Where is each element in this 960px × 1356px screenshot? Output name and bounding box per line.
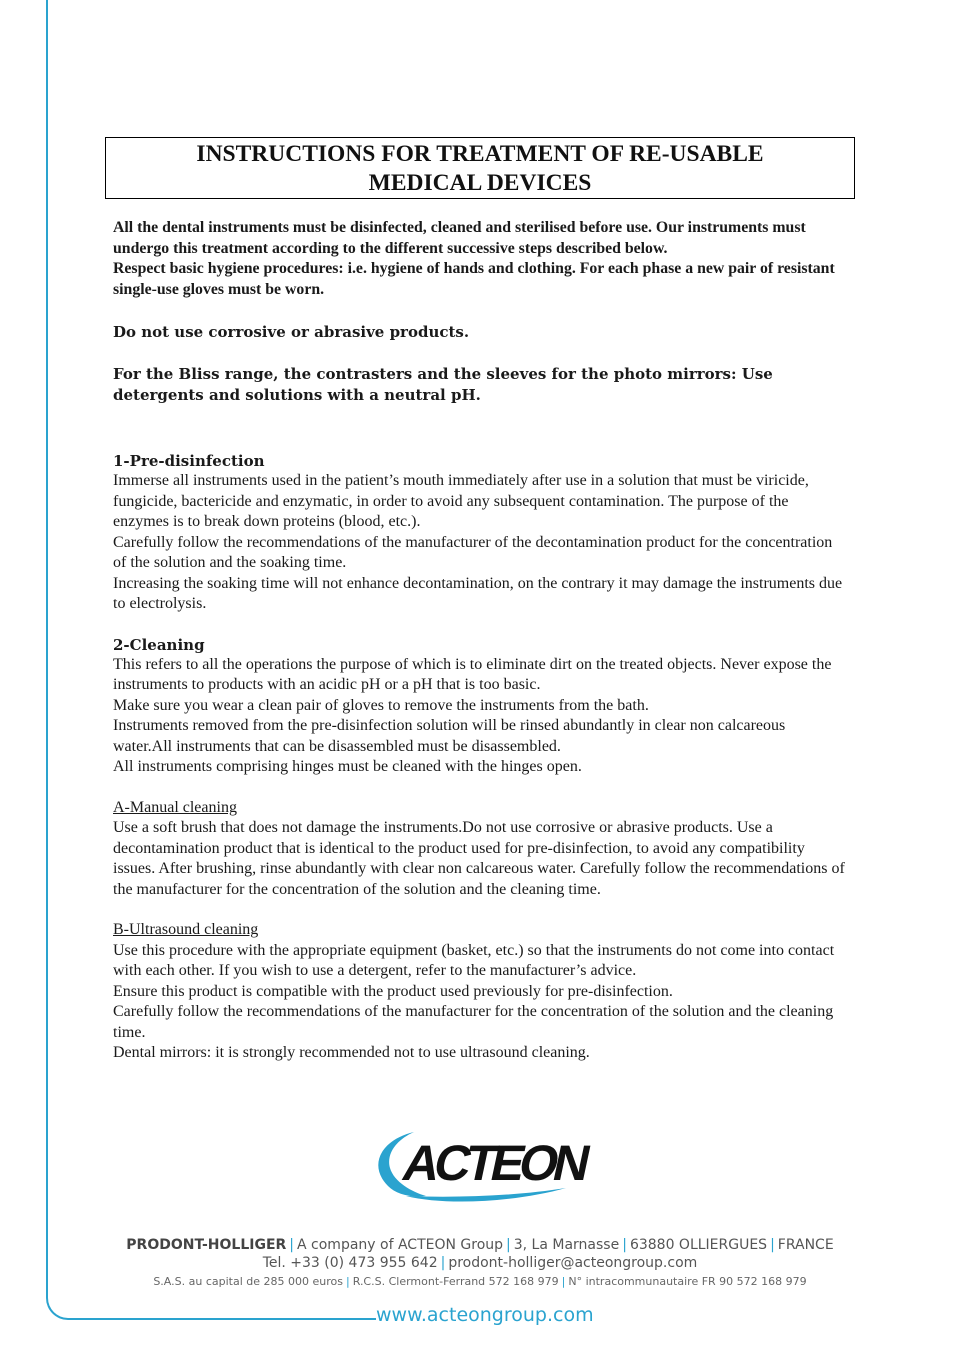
website-link[interactable]: www.acteongroup.com xyxy=(376,1304,594,1326)
warning-corrosive: Do not use corrosive or abrasive products. xyxy=(113,323,470,341)
section-heading: 1-Pre-disinfection xyxy=(113,452,265,470)
footer-legal-line: S.A.S. au capital de 285 000 euros | R.C.S. Clermont-Ferrand 572 168 979 | N° intracommunautaire FR 90 572 168 979 xyxy=(153,1275,807,1288)
logo-wordmark: ACTEON xyxy=(398,1135,592,1191)
paragraph: All instruments comprising hinges must be cleaned with the hinges open. xyxy=(113,758,582,775)
paragraph: Immerse all instruments used in the patient’s mouth immediately after use in a solution that must be viricide, fungicide, bactericide and enzymatic, in order to avoid any subsequent contamination. The purpose of the enzymes is to break down proteins (blood, etc.). xyxy=(113,472,809,530)
document-body xyxy=(113,218,848,1064)
footer-contact-line: Tel. +33 (0) 473 955 642 | prodont-holliger@acteongroup.com xyxy=(262,1255,698,1271)
paragraph: Use this procedure with the appropriate equipment (basket, etc.) so that the instruments do not come into contact with each other. If you wish to use a detergent, refer to the manufacturer’s advice. xyxy=(113,941,835,979)
section-manual-cleaning xyxy=(113,798,848,901)
document-title xyxy=(105,137,855,199)
footer-legal-capital: S.A.S. au capital de 285 000 euros xyxy=(153,1275,343,1288)
footer-address-line: PRODONT-HOLLIGER | A company of ACTEON Group | 3, La Marnasse | 63880 OLLIERGUES | FRANCE xyxy=(126,1237,834,1253)
paragraph: Ensure this product is compatible with the product used previously for pre-disinfection. xyxy=(113,982,673,1000)
paragraph: Increasing the soaking time will not enhance decontamination, on the contrary it may damage the instruments due to electrolysis. xyxy=(113,574,843,612)
subsection-heading: B-Ultrasound cleaning xyxy=(113,921,259,938)
section-ultrasound-cleaning xyxy=(113,920,848,1064)
intro-block xyxy=(113,218,848,300)
footer-legal-vat: N° intracommunautaire FR 90 572 168 979 xyxy=(568,1275,807,1288)
title-line-1: INSTRUCTIONS FOR TREATMENT OF RE-USABLE xyxy=(196,141,764,167)
acteon-logo xyxy=(366,1126,606,1206)
title-line-2: MEDICAL DEVICES xyxy=(368,170,592,196)
paragraph: Instruments removed from the pre-disinfection solution will be rinsed abundantly in clear non calcareous water.All instruments that can be disassembled must be disassembled. xyxy=(113,717,786,755)
intro-paragraph-1: All the dental instruments must be disinfected, cleaned and sterilised before use. Our instruments must undergo this treatment according to the different successive steps described below. xyxy=(113,219,806,257)
intro-paragraph-2: Respect basic hygiene procedures: i.e. hygiene of hands and clothing. For each phase a new pair of resistant single-use gloves must be worn. xyxy=(113,260,835,298)
paragraph: Carefully follow the recommendations of the manufacturer of the decontamination product for the concentration of the solution and the soaking time. xyxy=(113,533,833,571)
footer-street: 3, La Marnasse xyxy=(513,1237,620,1253)
footer-group: A company of ACTEON Group xyxy=(297,1237,504,1253)
section-cleaning xyxy=(113,635,848,778)
paragraph: Make sure you wear a clean pair of gloves to remove the instruments from the bath. xyxy=(113,696,649,714)
paragraph: Carefully follow the recommendations of the manufacturer for the concentration of the solution and the cleaning time. xyxy=(113,1003,834,1041)
footer-email[interactable]: prodont-holliger@acteongroup.com xyxy=(448,1255,698,1271)
footer-phone: Tel. +33 (0) 473 955 642 xyxy=(262,1255,438,1271)
warning-bliss-range: For the Bliss range, the contrasters and the sleeves for the photo mirrors: Use detergents and solutions with a neutral pH. xyxy=(113,365,773,404)
section-pre-disinfection xyxy=(113,451,848,615)
section-heading: 2-Cleaning xyxy=(113,635,205,654)
paragraph: Dental mirrors: it is strongly recommended not to use ultrasound cleaning. xyxy=(113,1044,590,1061)
footer-country: FRANCE xyxy=(777,1237,834,1253)
footer-legal-rcs: R.C.S. Clermont-Ferrand 572 168 979 xyxy=(352,1275,559,1288)
subsection-heading: A-Manual cleaning xyxy=(113,798,237,816)
paragraph: This refers to all the operations the purpose of which is to eliminate dirt on the treated objects. Never expose the instruments to products with an acidic pH or a pH that is too basic. xyxy=(113,655,832,693)
footer-city: 63880 OLLIERGUES xyxy=(629,1237,768,1253)
footer-company: PRODONT-HOLLIGER xyxy=(126,1237,287,1253)
paragraph: Use a soft brush that does not damage the instruments.Do not use corrosive or abrasive products. Use a decontamination product that is identical to the product used for pre-disinfection, to avoid any compatibility issues. After brushing, rinse abundantly with clear non calcareous water. Carefully follow the recommendations of the manufacturer for the concentration of the solution and the cleaning time. xyxy=(113,819,845,898)
